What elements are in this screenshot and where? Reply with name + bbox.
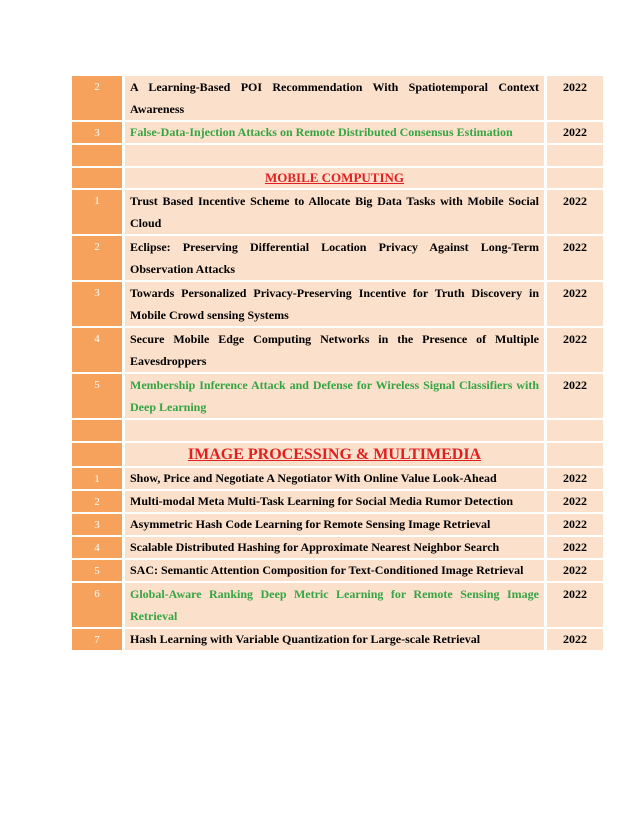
project-title: Trust Based Incentive Scheme to Allocate Big Data Tasks with Mobile Social Cloud — [125, 190, 544, 234]
section-heading-row — [72, 443, 603, 466]
project-year: 2022 — [547, 282, 603, 326]
project-year: 2022 — [547, 537, 603, 558]
table-row — [72, 190, 603, 234]
section-heading: IMAGE PROCESSING & MULTIMEDIA — [125, 443, 544, 466]
table-row — [72, 491, 603, 512]
row-number: 3 — [72, 514, 122, 535]
row-number: 5 — [72, 560, 122, 581]
row-number: 4 — [72, 537, 122, 558]
project-title: Secure Mobile Edge Computing Networks in the Presence of Multiple Eavesdroppers — [125, 328, 544, 372]
table-row — [72, 236, 603, 280]
project-year: 2022 — [547, 491, 603, 512]
project-year: 2022 — [547, 583, 603, 627]
table-row — [72, 282, 603, 326]
project-year: 2022 — [547, 236, 603, 280]
table-row — [72, 514, 603, 535]
row-number: 7 — [72, 629, 122, 650]
row-number: 1 — [72, 468, 122, 489]
table-row — [72, 560, 603, 581]
project-year: 2022 — [547, 122, 603, 143]
row-number: 6 — [72, 583, 122, 627]
empty-row — [72, 420, 603, 441]
project-title: SAC: Semantic Attention Composition for Text-Conditioned Image Retrieval — [125, 560, 544, 581]
table-row — [72, 629, 603, 650]
row-number: 1 — [72, 190, 122, 234]
project-title: A Learning-Based POI Recommendation With Spatiotemporal Context Awareness — [125, 76, 544, 120]
project-title: Towards Personalized Privacy-Preserving Incentive for Truth Discovery in Mobile Crowd sensing Systems — [125, 282, 544, 326]
project-year: 2022 — [547, 514, 603, 535]
project-year: 2022 — [547, 328, 603, 372]
row-number: 2 — [72, 236, 122, 280]
project-year: 2022 — [547, 374, 603, 418]
section-heading-row — [72, 168, 603, 188]
row-number: 3 — [72, 282, 122, 326]
project-title: Multi-modal Meta Multi-Task Learning for Social Media Rumor Detection — [125, 491, 544, 512]
project-table — [69, 74, 606, 652]
table-row — [72, 76, 603, 120]
project-year: 2022 — [547, 560, 603, 581]
project-year: 2022 — [547, 190, 603, 234]
row-number: 4 — [72, 328, 122, 372]
table-row — [72, 537, 603, 558]
table-row — [72, 583, 603, 627]
table-row — [72, 468, 603, 489]
row-number: 5 — [72, 374, 122, 418]
project-title: Show, Price and Negotiate A Negotiator With Online Value Look-Ahead — [125, 468, 544, 489]
project-year: 2022 — [547, 629, 603, 650]
row-number: 2 — [72, 491, 122, 512]
table-row — [72, 374, 603, 418]
project-title: Membership Inference Attack and Defense for Wireless Signal Classifiers with Deep Learning — [125, 374, 544, 418]
section-heading: MOBILE COMPUTING — [125, 168, 544, 188]
empty-row — [72, 145, 603, 166]
project-title: Eclipse: Preserving Differential Location Privacy Against Long-Term Observation Attacks — [125, 236, 544, 280]
row-number: 3 — [72, 122, 122, 143]
project-year: 2022 — [547, 76, 603, 120]
project-title: Global-Aware Ranking Deep Metric Learning for Remote Sensing Image Retrieval — [125, 583, 544, 627]
project-title: False-Data-Injection Attacks on Remote Distributed Consensus Estimation — [125, 122, 544, 143]
row-number: 2 — [72, 76, 122, 120]
table-row — [72, 328, 603, 372]
project-year: 2022 — [547, 468, 603, 489]
project-title: Scalable Distributed Hashing for Approximate Nearest Neighbor Search — [125, 537, 544, 558]
table-row — [72, 122, 603, 143]
project-title: Asymmetric Hash Code Learning for Remote Sensing Image Retrieval — [125, 514, 544, 535]
project-title: Hash Learning with Variable Quantization for Large-scale Retrieval — [125, 629, 544, 650]
